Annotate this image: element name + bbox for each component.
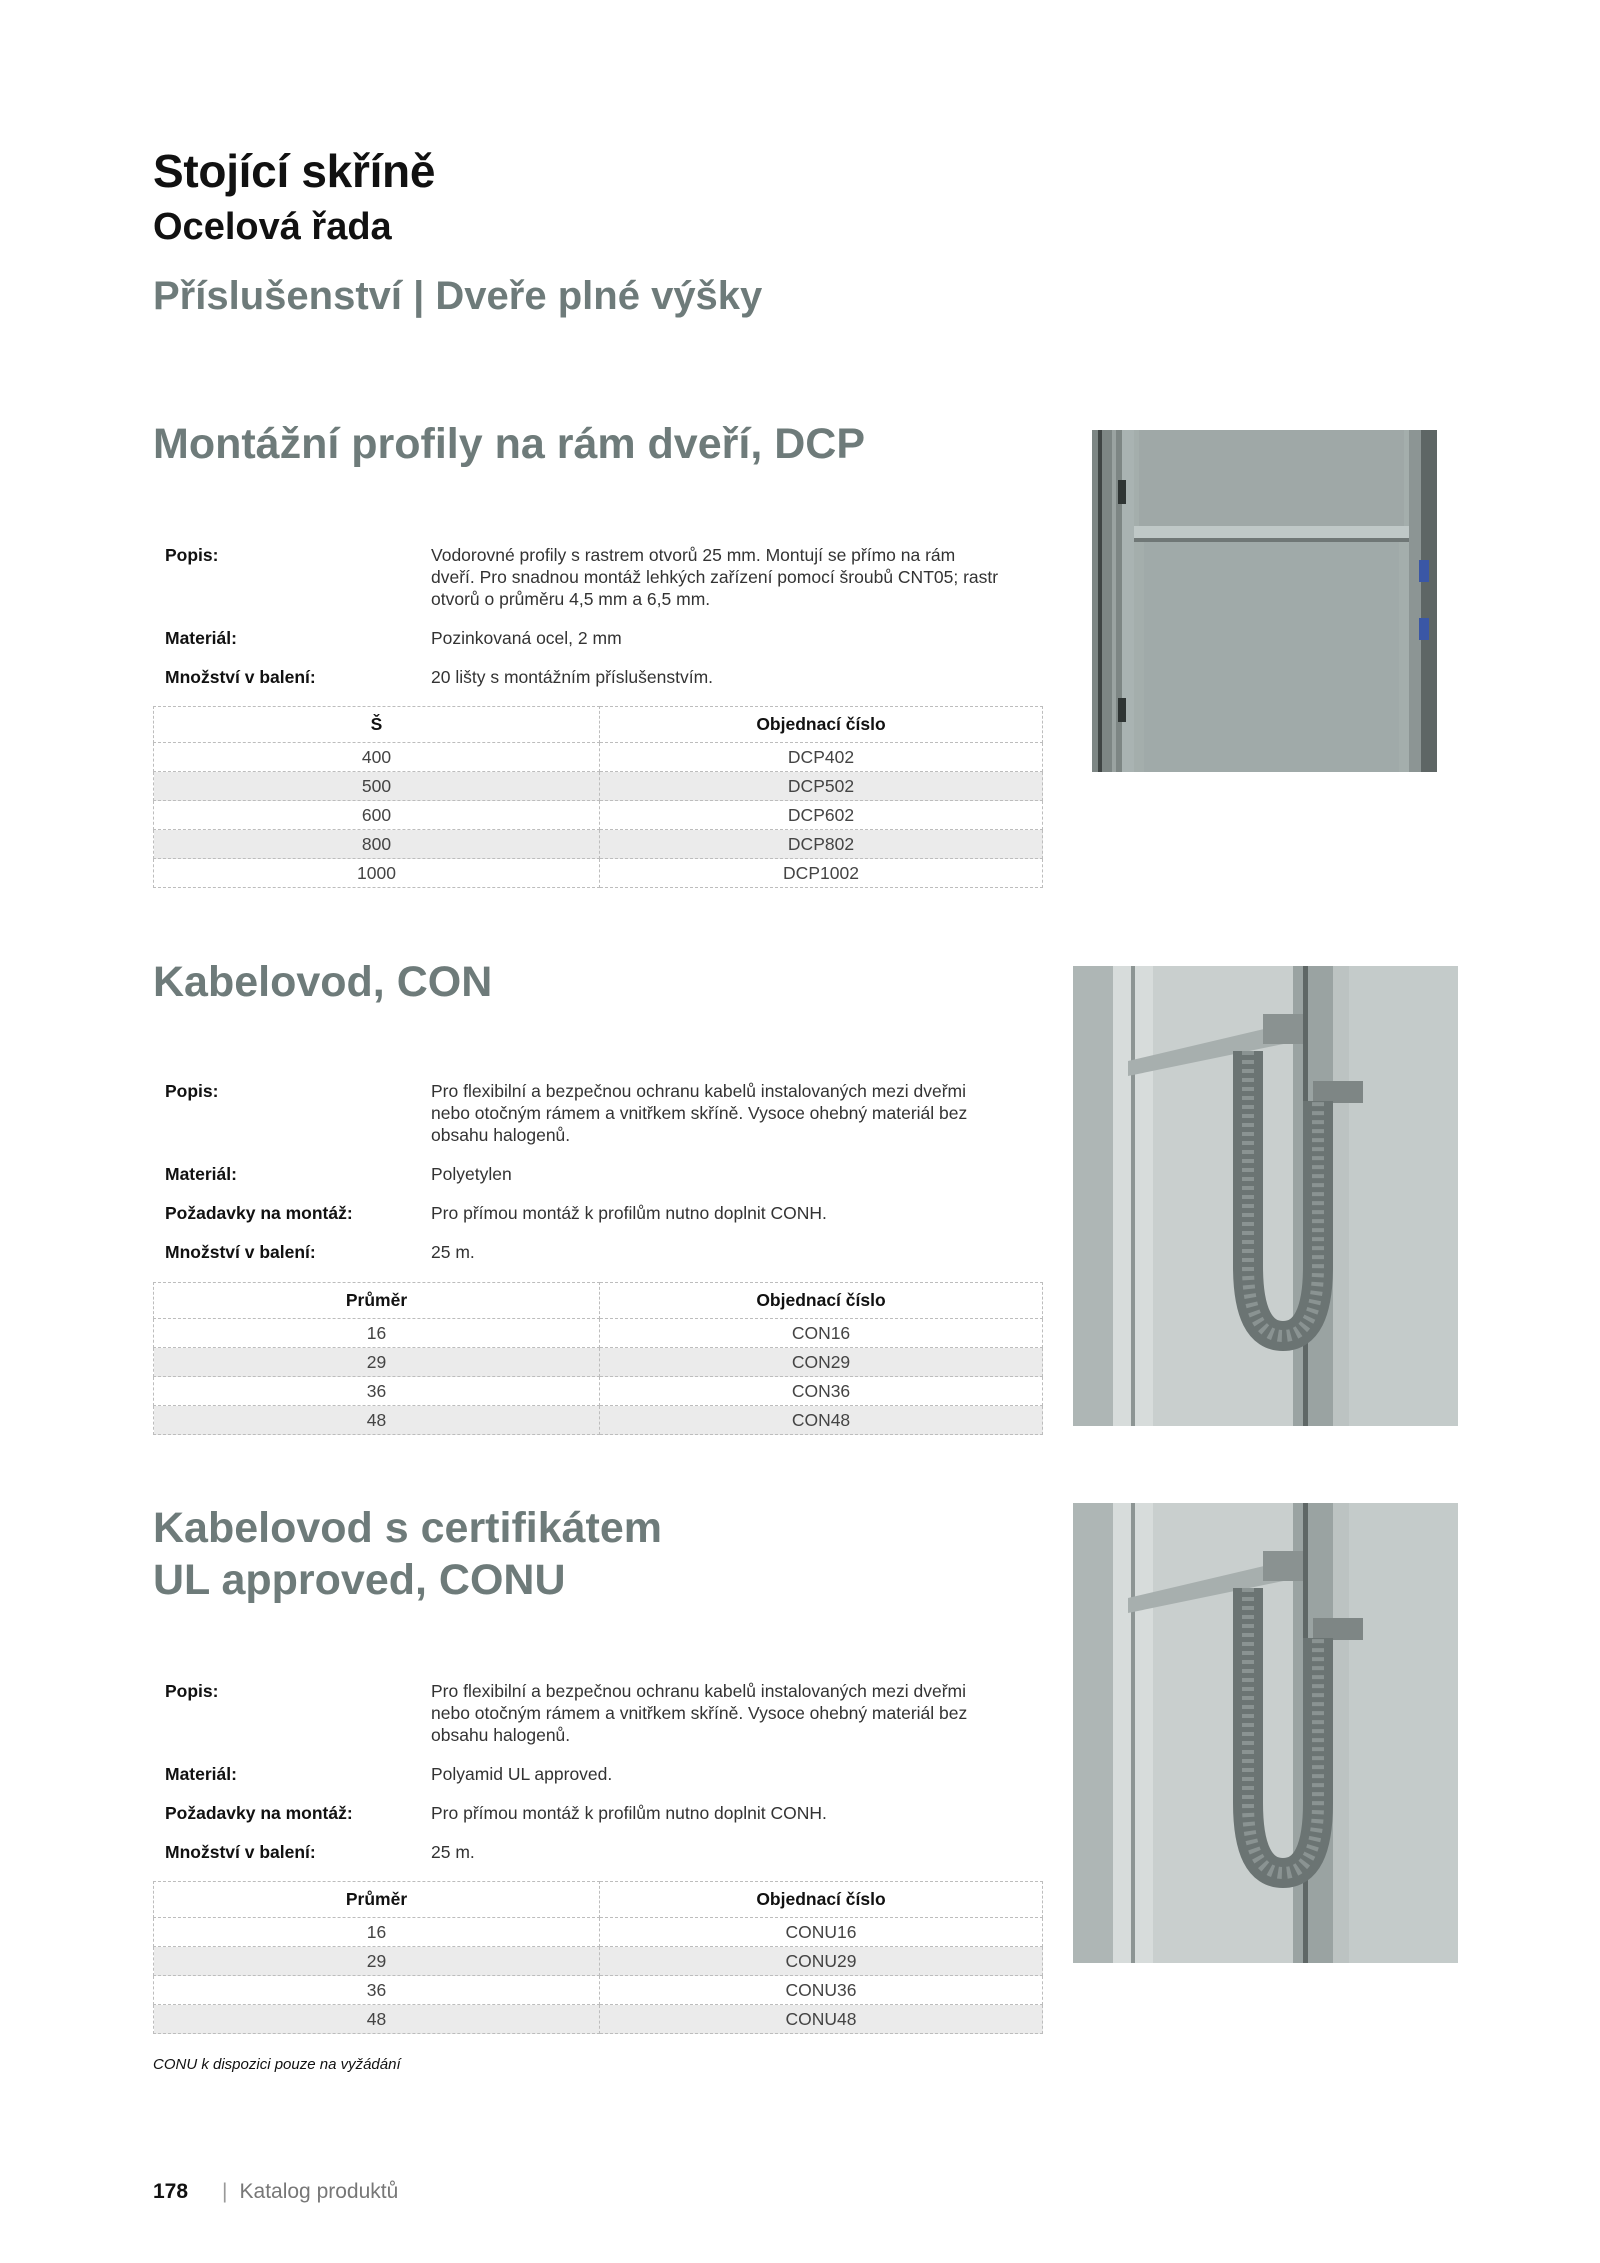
table-cell: 400 [154,743,600,772]
catalog-label: Katalog produktů [239,2180,399,2203]
table-row [154,1348,1043,1377]
prop-row [153,1841,1043,1863]
table-row [154,772,1043,801]
section-title-dcp: Montážní profily na rám dveří, DCP [153,420,865,468]
prop-key: Popis: [165,1081,219,1101]
table-header-row [154,707,1043,743]
table-row [154,1377,1043,1406]
table-cell: 48 [154,2005,600,2034]
prop-value: Pro flexibilní a bezpečnou ochranu kabelů instalovaných mezi dveřmi nebo otočným rámem a vnitřkem skříně. Vysoce ohebný materiál bez obsahu halogenů. [431,1081,968,1145]
table-cell: 16 [154,1918,600,1947]
table-header-row [154,1882,1043,1918]
prop-key: Popis: [165,1681,219,1701]
table-row [154,1319,1043,1348]
category-heading: Příslušenství | Dveře plné výšky [153,274,763,318]
prop-value: Pozinkovaná ocel, 2 mm [431,628,622,648]
table-cell: 16 [154,1319,600,1348]
prop-key: Materiál: [165,1164,237,1184]
table-row [154,859,1043,888]
prop-row [153,1802,1043,1824]
table-con [153,1282,1043,1435]
table-row [154,801,1043,830]
product-image-dcp [1092,430,1437,772]
table-cell: 36 [154,1377,600,1406]
table-cell: CONU36 [600,1976,1043,2005]
column-header: Objednací číslo [600,1882,1043,1918]
section-title-conu [153,1502,662,1606]
table-dcp [153,706,1043,888]
prop-row [153,1241,1043,1263]
prop-value: Vodorovné profily s rastrem otvorů 25 mm. Montují se přímo na rám dveří. Pro snadnou montáž lehkých zařízení pomocí šroubů CNT05; rastr otvorů o průměru 4,5 mm a 6,5 mm. [431,545,999,609]
prop-value: Pro flexibilní a bezpečnou ochranu kabelů instalovaných mezi dveřmi nebo otočným rámem a vnitřkem skříně. Vysoce ohebný materiál bez obsahu halogenů. [431,1681,968,1745]
table-cell: CONU16 [600,1918,1043,1947]
prop-key: Množství v balení: [165,1242,316,1262]
availability-note: CONU k dispozici pouze na vyžádání [153,2056,401,2073]
prop-key: Materiál: [165,628,237,648]
prop-key: Množství v balení: [165,667,316,687]
table-cell: 48 [154,1406,600,1435]
prop-value: 20 lišty s montážním příslušenstvím. [431,667,714,687]
prop-row [153,1680,1043,1746]
props-conu [153,1680,1043,1880]
page-number: 178 [153,2180,189,2203]
column-header: Průměr [154,1283,600,1319]
section-title-con: Kabelovod, CON [153,958,493,1006]
prop-value: 25 m. [431,1242,475,1262]
table-row [154,743,1043,772]
table-cell: CON36 [600,1377,1043,1406]
table-cell: DCP1002 [600,859,1043,888]
table-row [154,1976,1043,2005]
table-row [154,1406,1043,1435]
table-row [154,830,1043,859]
prop-key: Požadavky na montáž: [165,1803,353,1823]
table-cell: 36 [154,1976,600,2005]
prop-row [153,1080,1043,1146]
table-cell: DCP502 [600,772,1043,801]
props-dcp [153,544,1043,705]
table-cell: CON29 [600,1348,1043,1377]
column-header: Průměr [154,1882,600,1918]
props-con [153,1080,1043,1280]
table-cell: 600 [154,801,600,830]
prop-value: 25 m. [431,1842,475,1862]
table-cell: 29 [154,1348,600,1377]
table-row [154,1918,1043,1947]
table-cell: DCP402 [600,743,1043,772]
table-cell: CONU29 [600,1947,1043,1976]
table-cell: CONU48 [600,2005,1043,2034]
section-title-line: UL approved, CONU [153,1556,566,1604]
column-header: Objednací číslo [600,1283,1043,1319]
prop-row [153,627,1043,649]
prop-value: Polyamid UL approved. [431,1764,613,1784]
table-cell: 500 [154,772,600,801]
table-conu [153,1881,1043,2034]
table-cell: CON48 [600,1406,1043,1435]
prop-row [153,544,1043,610]
page-subtitle: Ocelová řada [153,206,392,248]
prop-key: Požadavky na montáž: [165,1203,353,1223]
table-row [154,1947,1043,1976]
table-cell: 1000 [154,859,600,888]
prop-row [153,1202,1043,1224]
prop-row [153,666,1043,688]
page-title: Stojící skříně [153,145,436,197]
column-header: Objednací číslo [600,707,1043,743]
prop-value: Pro přímou montáž k profilům nutno doplnit CONH. [431,1803,827,1823]
product-image-con [1073,966,1458,1426]
prop-value: Pro přímou montáž k profilům nutno doplnit CONH. [431,1203,827,1223]
table-header-row [154,1283,1043,1319]
section-title-line: Kabelovod s certifikátem [153,1504,663,1552]
table-cell: DCP602 [600,801,1043,830]
prop-row [153,1763,1043,1785]
prop-value: Polyetylen [431,1164,512,1184]
table-row [154,2005,1043,2034]
prop-row [153,1163,1043,1185]
prop-key: Množství v balení: [165,1842,316,1862]
column-header: Š [154,707,600,743]
table-cell: DCP802 [600,830,1043,859]
prop-key: Materiál: [165,1764,237,1784]
prop-key: Popis: [165,545,219,565]
footer-separator: | [222,2180,228,2203]
table-cell: CON16 [600,1319,1043,1348]
product-image-conu [1073,1503,1458,1963]
table-cell: 29 [154,1947,600,1976]
table-cell: 800 [154,830,600,859]
page-footer [153,2180,398,2204]
